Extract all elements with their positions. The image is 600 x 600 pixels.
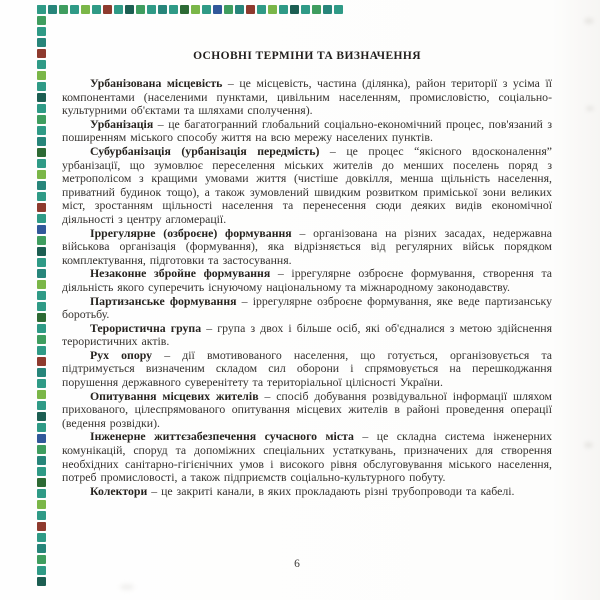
mosaic-square [147,5,156,14]
term-label: Терористична група [90,320,202,335]
definition-paragraph [62,390,552,431]
mosaic-square [37,247,46,256]
mosaic-square [37,60,46,69]
definition-text: – це процес “якісного вдосконалення” урбанізації, що зумовлює переселення міських жителів до менших поселень поряд з метрополісом з кращими умовами життя (чистіше довкілля, менша щільність населення, приватний будинок тощо), а також зумовлений швидким розвитком приміської зони великих міст, зростанням щільності населення та перенесення сюди деяких видів економічної діяльності з центру агломерації. [62,143,552,226]
mosaic-square [136,5,145,14]
definition-paragraph [62,118,552,145]
page-title: ОСНОВНІ ТЕРМІНИ ТА ВИЗНАЧЕННЯ [193,50,421,62]
mosaic-square [268,5,277,14]
mosaic-square [169,5,178,14]
mosaic-square [37,522,46,531]
definition-text: – група з двох і більше осіб, які об'єдналися з метою здійснення терористичних актів. [62,320,552,349]
mosaic-square [37,214,46,223]
mosaic-square [37,511,46,520]
mosaic-square [37,137,46,146]
term-label: Опитування місцевих жителів [90,388,259,403]
mosaic-square [37,445,46,454]
mosaic-square [191,5,200,14]
mosaic-square [37,5,46,14]
page-content [62,50,552,498]
mosaic-square [103,5,112,14]
mosaic-square [158,5,167,14]
definition-text: – це закриті канали, в яких прокладають різні трубопроводи та кабелі. [147,483,515,498]
mosaic-square [37,423,46,432]
mosaic-square [37,566,46,575]
mosaic-square [279,5,288,14]
mosaic-square [37,115,46,124]
mosaic-square [125,5,134,14]
mosaic-square [114,5,123,14]
mosaic-square [224,5,233,14]
mosaic-square [37,302,46,311]
mosaic-square [202,5,211,14]
mosaic-square [37,49,46,58]
mosaic-square [180,5,189,14]
mosaic-square [301,5,310,14]
mosaic-square [37,38,46,47]
mosaic-square [37,390,46,399]
definition-text: – спосіб добування розвідувальної інформації шляхом прихованого, цілеспрямованого опитування місцевих жителів в районі проведення операції (ведення розвідки). [62,388,552,430]
mosaic-square [290,5,299,14]
mosaic-square [334,5,343,14]
mosaic-square [92,5,101,14]
page-number: 6 [294,558,300,570]
mosaic-border-top [37,5,343,14]
mosaic-square [37,258,46,267]
mosaic-square [235,5,244,14]
term-label: Урбанізація [90,116,154,131]
definition-paragraph [62,322,552,349]
mosaic-square [37,236,46,245]
mosaic-square [37,313,46,322]
mosaic-square [37,148,46,157]
mosaic-square [37,346,46,355]
mosaic-square [37,434,46,443]
mosaic-square [246,5,255,14]
mosaic-square [37,379,46,388]
mosaic-square [37,500,46,509]
mosaic-square [37,324,46,333]
mosaic-square [37,280,46,289]
mosaic-square [257,5,266,14]
definition-text: – іррегулярне озброєне формування, створення та діяльність якого суперечить існуючому національному та міжнародному законодавству. [62,266,552,294]
mosaic-square [37,82,46,91]
mosaic-square [37,555,46,564]
mosaic-square [37,577,46,586]
mosaic-square [323,5,332,14]
definition-paragraph [62,227,552,268]
mosaic-square [37,412,46,421]
scan-artifact [584,18,594,24]
mosaic-square [37,181,46,190]
mosaic-square [37,357,46,366]
definition-paragraph [62,295,552,322]
mosaic-square [81,5,90,14]
scan-artifact [120,584,134,590]
term-label: Партизанське формування [90,293,237,308]
definition-paragraph [62,430,552,484]
term-label: Колектори [90,483,148,498]
definition-paragraph [62,77,552,118]
term-label: Рух опору [90,347,153,362]
scan-artifact [586,106,594,111]
definition-text: – це складна система інженерних комунікацій, споруд та допоміжних спеціальних устаткувань, призначених для створення необхідних санітарно-гігієнічних умов і високого рівня обслуговування міського населення, потреб промисловості, а також підприємств соціально-культурного побуту. [62,429,552,485]
mosaic-square [48,5,57,14]
mosaic-square [37,159,46,168]
mosaic-square [37,456,46,465]
mosaic-square [37,126,46,135]
definition-paragraph [62,349,552,390]
definition-text: – іррегулярне озброєне формування, яке веде партизанську боротьбу. [62,293,552,322]
mosaic-square [37,335,46,344]
definition-text: – це багатогранний глобальний соціально-економічний процес, пов'язаний з поширенням міського способу життя на всю мережу населених пунктів. [62,116,552,145]
scan-artifact [584,442,593,448]
mosaic-square [37,489,46,498]
mosaic-square [37,71,46,80]
term-label: Іррегулярне (озброєне) формування [90,225,292,240]
mosaic-square [213,5,222,14]
definition-text: – це місцевість, частина (ділянка), район території з усіма її компонентами (населеними пунктами, цивільним населенням, промисловістю, соціально-культурними об'єктами та шляхами сполучення). [62,76,552,118]
term-label: Незаконне збройне формування [90,266,271,281]
mosaic-square [37,225,46,234]
term-label: Субурбанізація (урбанізація передмість) [90,143,320,158]
definition-paragraph [62,145,552,227]
mosaic-square [37,192,46,201]
definition-text: – організована на різних засадах, недержавна військова організація (формування), яка відрізняється від регулярних військ порядком комплектування, підготовки та застосування. [62,225,552,267]
mosaic-border-left [37,5,46,586]
mosaic-square [37,16,46,25]
mosaic-square [37,544,46,553]
term-label: Інженерне життєзабезпечення сучасного міста [90,429,354,444]
definition-paragraph [62,485,552,499]
mosaic-square [37,467,46,476]
mosaic-square [37,368,46,377]
mosaic-square [312,5,321,14]
mosaic-square [37,203,46,212]
mosaic-square [37,170,46,179]
mosaic-square [37,533,46,542]
definition-paragraph [62,267,552,294]
mosaic-square [59,5,68,14]
mosaic-square [37,104,46,113]
mosaic-square [37,269,46,278]
mosaic-square [37,401,46,410]
mosaic-square [70,5,79,14]
mosaic-square [37,27,46,36]
mosaic-square [37,478,46,487]
term-label: Урбанізована місцевість [90,76,223,90]
mosaic-square [37,93,46,102]
mosaic-square [37,291,46,300]
definition-text: – дії вмотивованого населення, що готується, організовується та підтримується визначеним складом сил оборони і спрямовується на перешкоджання порушення державного суверенітету та територіальної цілісності України. [62,347,552,390]
definitions-list [62,77,552,498]
